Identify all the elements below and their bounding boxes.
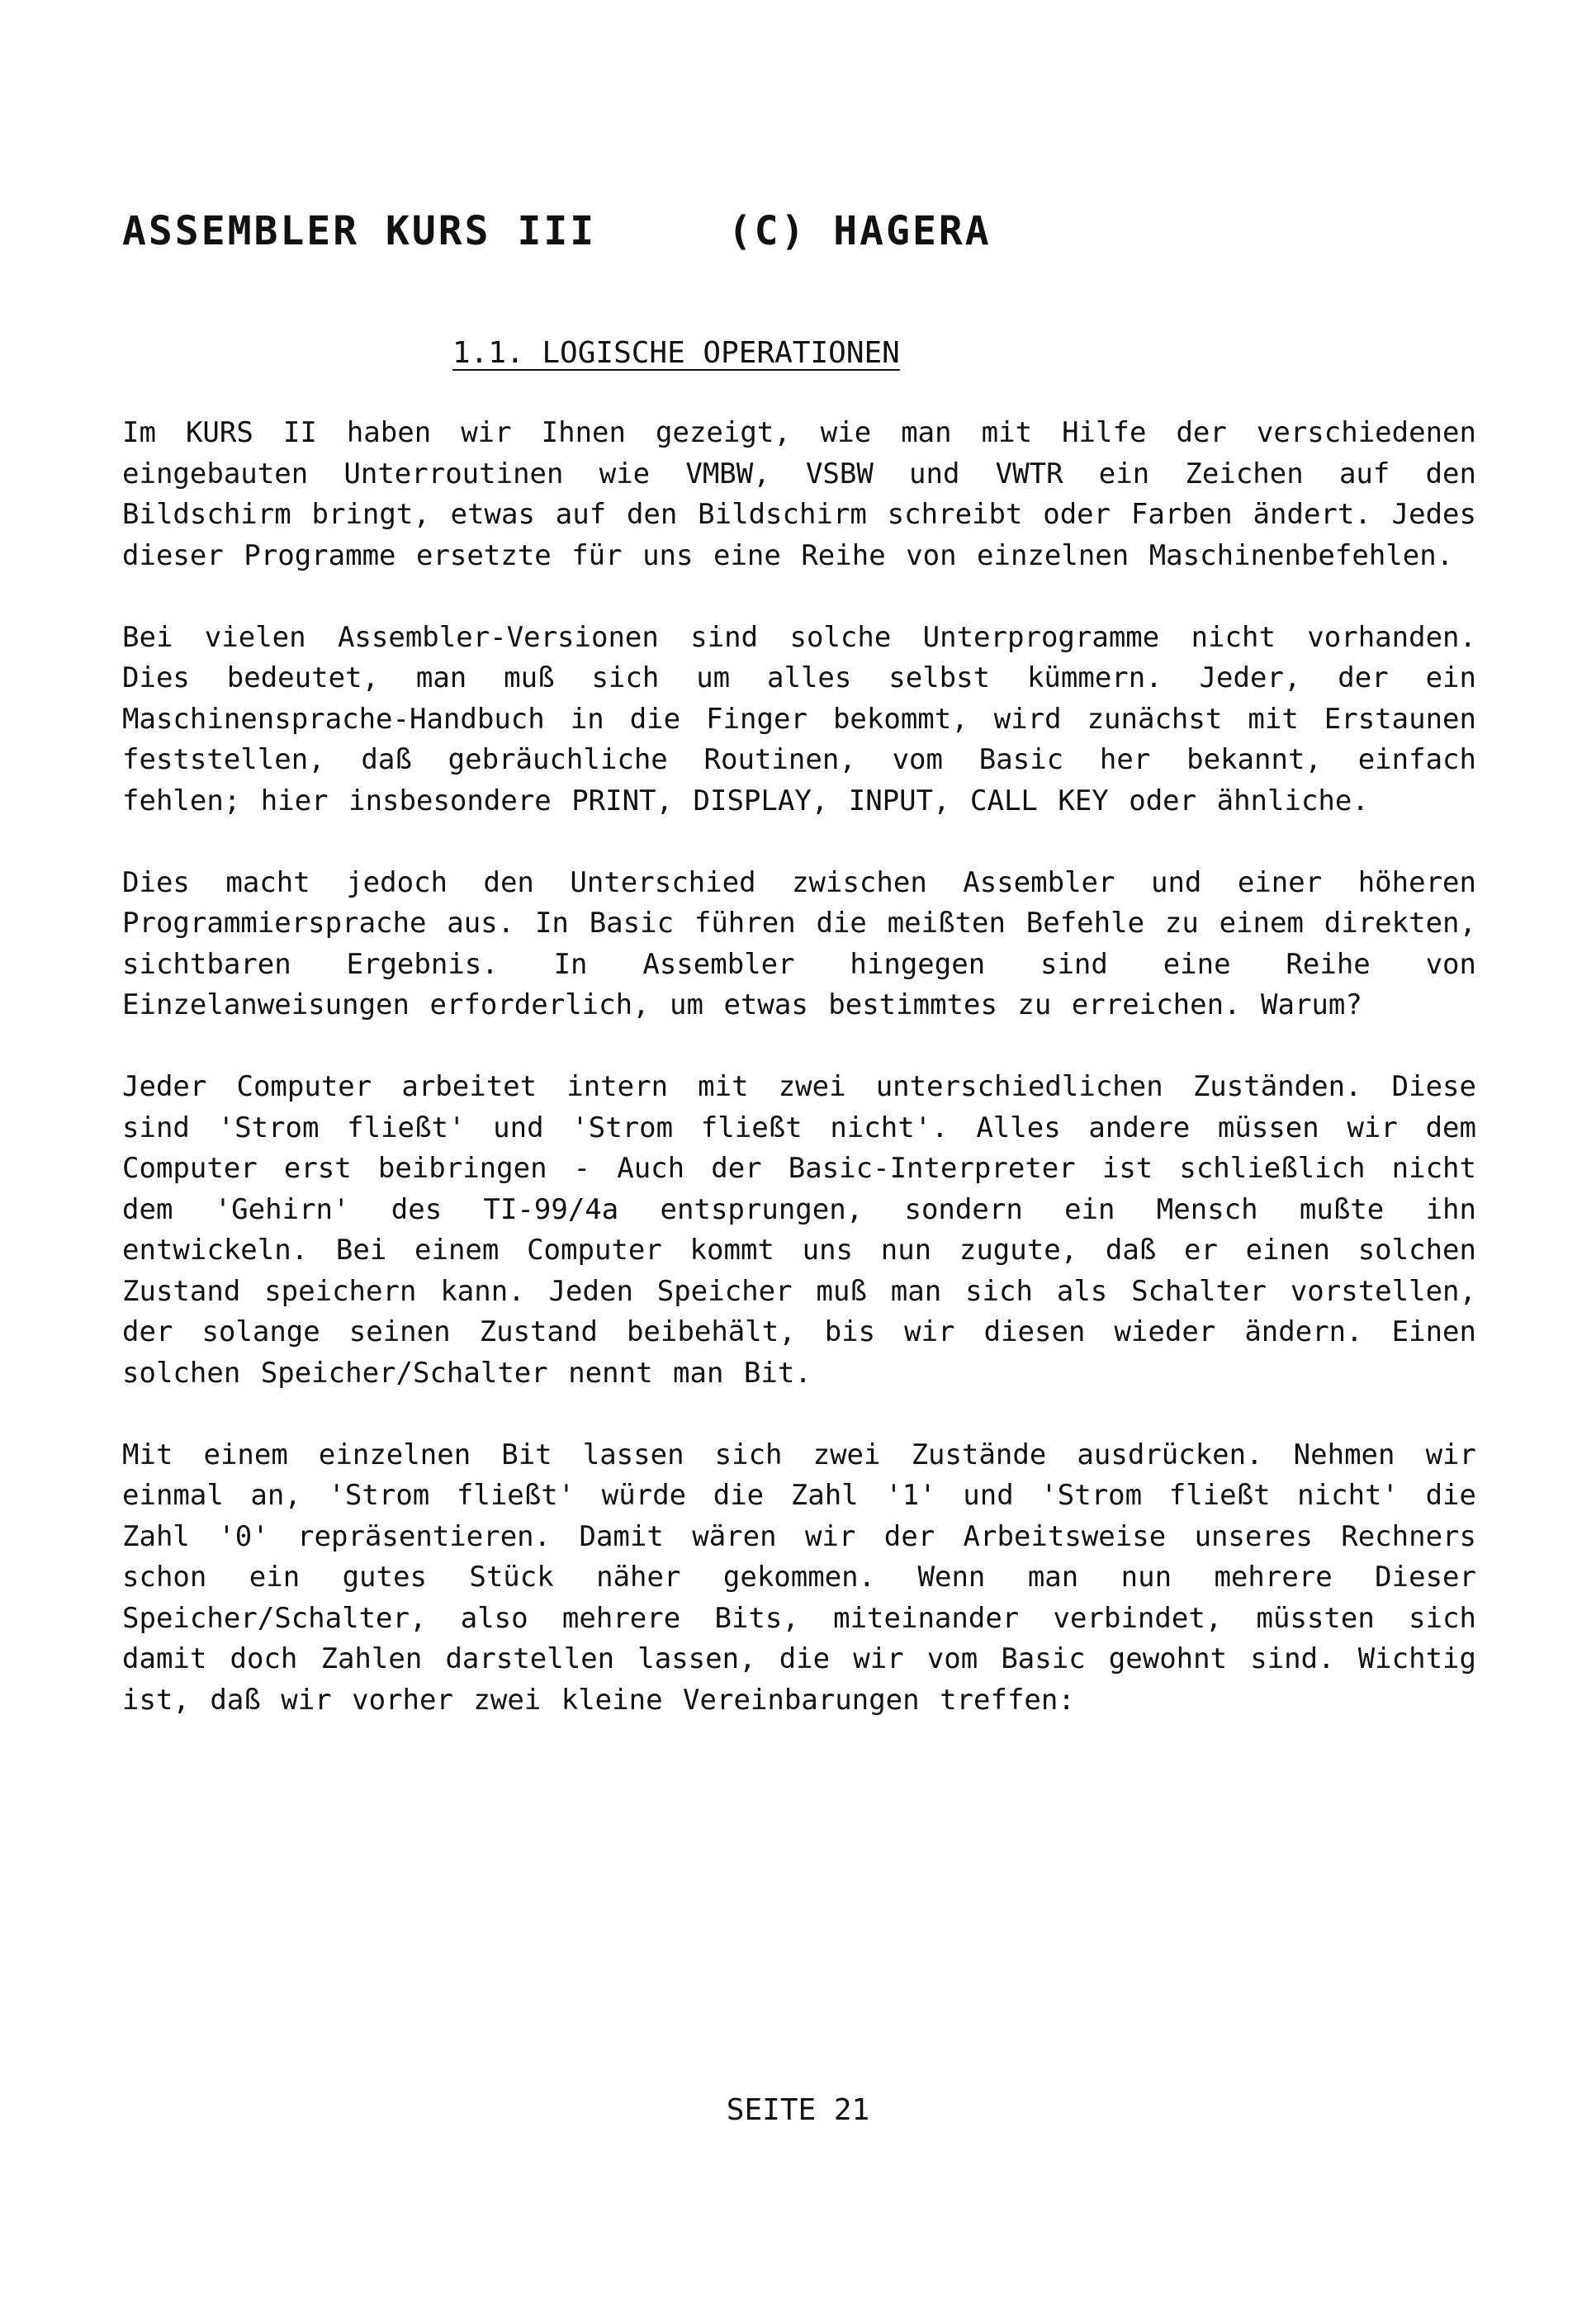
page-number: SEITE 21: [726, 2093, 870, 2127]
page-header: ASSEMBLER KURS III (C) HAGERA: [122, 208, 992, 254]
paragraph: Dies macht jedoch den Unterschied zwischen Assembler und einer höheren Programmiersprache aus. In Basic führen die meißten Befehle zu einem direkten, sichtbaren Ergebnis. In Assembler hingegen sind eine Reihe von Einzelanweisungen erforderlich, um etwas bestimmtes zu erreichen. Warum?: [122, 865, 1476, 1021]
paragraph: Im KURS II haben wir Ihnen gezeigt, wie man mit Hilfe der verschiedenen eingebauten Unterroutinen wie VMBW, VSBW und VWTR ein Zeichen auf den Bildschirm bringt, etwas auf den Bildschirm schreibt oder Farben ändert. Jedes dieser Programme ersetzte für uns eine Reihe von einzelnen Maschinenbefehlen.: [122, 416, 1476, 572]
paragraph: Jeder Computer arbeitet intern mit zwei unterschiedlichen Zuständen. Diese sind 'Strom fließt' und 'Strom fließt nicht'. Alles andere müssen wir dem Computer erst beibringen - Auch der Basic-Interpreter ist schließlich nicht dem 'Gehirn' des TI-99/4a entsprungen, sondern ein Mensch mußte ihn entwickeln. Bei einem Computer kommt uns nun zugute, daß er einen solchen Zustand speichern kann. Jeden Speicher muß man sich als Schalter vorstellen, der solange seinen Zustand beibehält, bis wir diesen wieder ändern. Einen solchen Speicher/Schalter nennt man Bit.: [122, 1070, 1476, 1390]
paragraph: Mit einem einzelnen Bit lassen sich zwei Zustände ausdrücken. Nehmen wir einmal an, 'Strom fließt' würde die Zahl '1' und 'Strom fließt nicht' die Zahl '0' repräsentieren. Damit wären wir der Arbeitsweise unseres Rechners schon ein gutes Stück näher gekommen. Wenn man nun mehrere Dieser Speicher/Schalter, also mehrere Bits, miteinander verbindet, müssten sich damit doch Zahlen darstellen lassen, die wir vom Basic gewohnt sind. Wichtig ist, daß wir vorher zwei kleine Vereinbarungen treffen:: [122, 1438, 1476, 1717]
body-text: [122, 413, 1476, 1762]
paragraph: Bei vielen Assembler-Versionen sind solche Unterprogramme nicht vorhanden. Dies bedeutet, man muß sich um alles selbst kümmern. Jeder, der ein Maschinensprache-Handbuch in die Finger bekommt, wird zunächst mit Erstaunen feststellen, daß gebräuchliche Routinen, vom Basic her bekannt, einfach fehlen; hier insbesondere PRINT, DISPLAY, INPUT, CALL KEY oder ähnliche.: [122, 620, 1476, 817]
section-title: 1.1. LOGISCHE OPERATIONEN: [452, 336, 900, 370]
